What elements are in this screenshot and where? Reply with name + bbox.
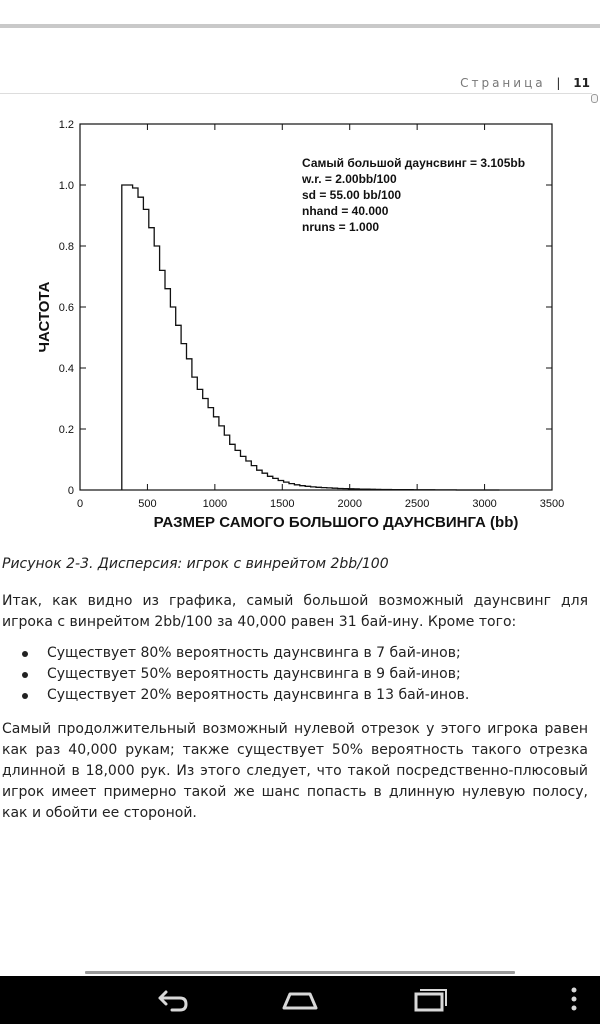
histogram-bin [321,488,326,490]
histogram-bin [273,478,278,490]
histogram-bin [305,486,310,490]
chart-annotation: w.r. = 2.00bb/100 [302,172,397,186]
histogram-bin [316,487,321,490]
histogram-bin [176,325,181,490]
histogram-bin [327,488,332,490]
figure-caption: Рисунок 2-3. Дисперсия: игрок с винрейтом 2bb/100 [2,556,389,572]
chart-annotation: sd = 55.00 bb/100 [302,188,402,202]
y-axis-label: ЧАСТОТА [36,281,53,353]
histogram-bin [208,408,213,490]
y-tick-label: 0.6 [58,302,74,314]
histogram-bin [214,417,219,490]
histogram-bin [332,488,337,490]
menu-icon[interactable] [556,982,592,1018]
page-separator: | [556,76,561,90]
histogram-bin [192,377,197,490]
y-tick-label: 0.2 [58,424,74,436]
downswing-histogram [0,112,600,532]
histogram-bin [138,197,143,490]
histogram-bin [370,489,375,490]
histogram-bin [133,188,138,490]
top-bar-divider [0,24,600,28]
x-tick-label: 3000 [472,498,497,510]
bullet-text: Существует 50% вероятность даунсвинга в 9 бай-инов; [47,666,461,682]
histogram-bin [122,185,127,490]
histogram-bin [294,485,299,490]
bullet-item [0,685,469,706]
histogram-bin [278,481,283,490]
histogram-bin [284,482,289,490]
x-axis-label: РАЗМЕР САМОГО БОЛЬШОГО ДАУНСВИНГА (bb) [153,514,519,531]
histogram-bin [257,470,262,490]
x-tick-label: 1000 [202,498,228,510]
histogram-bin [143,209,148,490]
y-tick-label: 1.0 [58,180,74,192]
recent-apps-icon[interactable] [406,982,450,1018]
x-tick-label: 3500 [539,498,565,510]
histogram-bin [149,228,154,490]
histogram-bin [246,461,251,490]
y-tick-label: 0.4 [58,363,74,375]
header-rule [0,93,592,94]
x-tick-label: 2500 [404,498,430,510]
scroll-indicator [85,971,515,974]
x-tick-label: 0 [76,498,84,510]
bullet-list [0,643,469,706]
histogram-bin [338,488,343,490]
chart-annotation: nhand = 40.000 [302,204,389,218]
x-tick-label: 1500 [270,498,295,510]
histogram-bin [181,344,186,490]
histogram-bin [219,426,224,490]
histogram-bin [262,473,267,490]
bullet-item [0,643,469,664]
histogram-bin [354,489,359,490]
bullet-dot [22,672,28,678]
page-label: Страница [460,76,546,90]
histogram-bin [267,476,272,490]
histogram-bin [224,435,229,490]
histogram-bin [300,486,305,490]
histogram-bin [230,444,235,490]
paragraph-conclusion: Самый продолжительный возможный нулевой отрезок у этого игрока равен как раз 40,000 рукам; также существует 50% вероятность такого отрезка длинной в 18,000 рук. Из этого следует, что такой посредственно-плюсовый игрок имеет примерно такой же шанс попасть в длинную нулевую полосу, как и обойти ее стороной. [2,721,588,821]
histogram-bin [203,399,208,491]
histogram-bin [187,359,192,490]
histogram-bin [251,466,256,490]
histogram-bin [165,289,170,490]
histogram-bin [343,489,348,490]
histogram-bin [375,489,380,490]
bullet-text: Существует 80% вероятность даунсвинга в 7 бай-инов; [47,645,461,661]
page-header [460,76,590,90]
bullet-dot [22,693,28,699]
histogram-bin [311,487,316,490]
chart-annotation: nruns = 1.000 [302,220,380,234]
histogram-bin [359,489,364,490]
histogram-bin [197,389,202,490]
histogram-bin [127,185,132,490]
histogram-bin [154,246,159,490]
bullet-text: Существует 20% вероятность даунсвинга в 13 бай-инов. [47,687,470,703]
top-bar [0,0,600,26]
histogram-bin [240,456,245,490]
y-tick-label: 1.2 [58,119,74,131]
back-icon[interactable] [150,982,194,1018]
bullet-dot [22,651,28,657]
histogram-bin [381,489,386,490]
histogram-bin [235,450,240,490]
chart-annotation: Самый большой даунсвинг = 3.105bb [302,156,526,170]
x-tick-label: 500 [138,498,157,510]
y-tick-label: 0 [67,485,74,497]
y-tick-label: 0.8 [58,241,74,253]
x-tick-label: 2000 [337,498,362,510]
page-corner-indicator [591,94,598,103]
home-icon[interactable] [278,982,322,1018]
histogram-bin [348,489,353,490]
histogram-bin [365,489,370,490]
paragraph-intro: Итак, как видно из графика, самый большой возможный даунсвинг для игрока с винрейтом 2bb/100 за 40,000 равен 31 бай-ину. Кроме того: [2,593,588,630]
histogram-bin [160,270,165,490]
histogram-bin [289,484,294,490]
bullet-item [0,664,469,685]
page-number: 11 [573,76,590,90]
histogram-bin [170,307,175,490]
